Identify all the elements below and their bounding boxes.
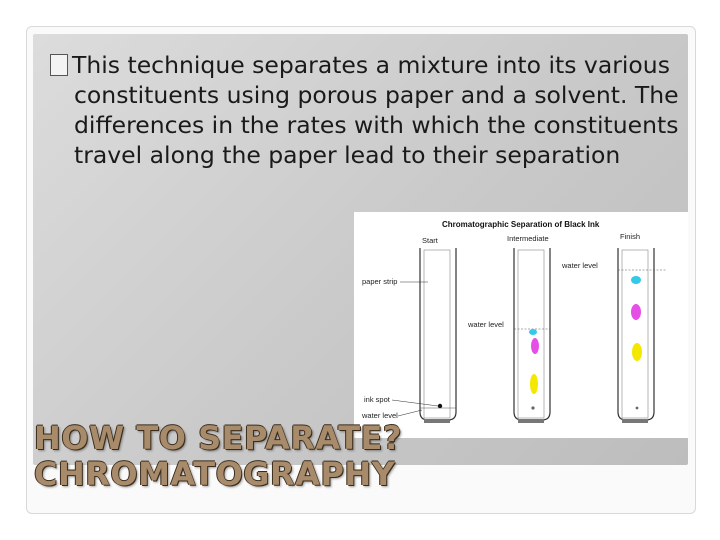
dye-spot-cyan-finish [631,276,641,284]
tube-start [420,248,456,423]
water-level-intermediate-label: water level [468,320,504,329]
dye-spot-cyan-intermediate [529,329,537,335]
bullet-paragraph [60,50,704,170]
figure-heading: Chromatographic Separation of Black Ink [442,220,600,229]
stage-intermediate-label: Intermediate [507,234,549,243]
ink-spot-mark [438,404,442,408]
water-level-start-label: water level [362,411,398,420]
chromatography-figure [354,212,688,438]
ink-spot-label: ink spot [364,395,390,404]
slide-title [34,420,402,492]
dye-spot-yellow-finish [632,343,642,361]
body-text: This technique separates a mixture into its various constituents using porous paper and a solvent. The differences in the rates with which the constituents travel along the paper lead to their separation [72,51,679,169]
title-line-2: CHROMATOGRAPHY [34,455,396,493]
title-line-1: HOW TO SEPARATE? [34,419,402,457]
paper-strip-label: paper strip [362,277,398,286]
dye-spot-magenta-finish [631,304,641,320]
dye-spot-yellow-intermediate [530,374,538,394]
tube-intermediate [514,248,550,423]
chromatography-diagram [354,212,688,438]
stage-finish-label: Finish [620,232,641,241]
stage-start-label: Start [422,236,438,245]
bullet-icon [50,54,68,76]
water-level-finish-label: water level [562,261,598,270]
tube-finish [618,248,666,423]
dye-spot-magenta-intermediate [531,338,539,354]
